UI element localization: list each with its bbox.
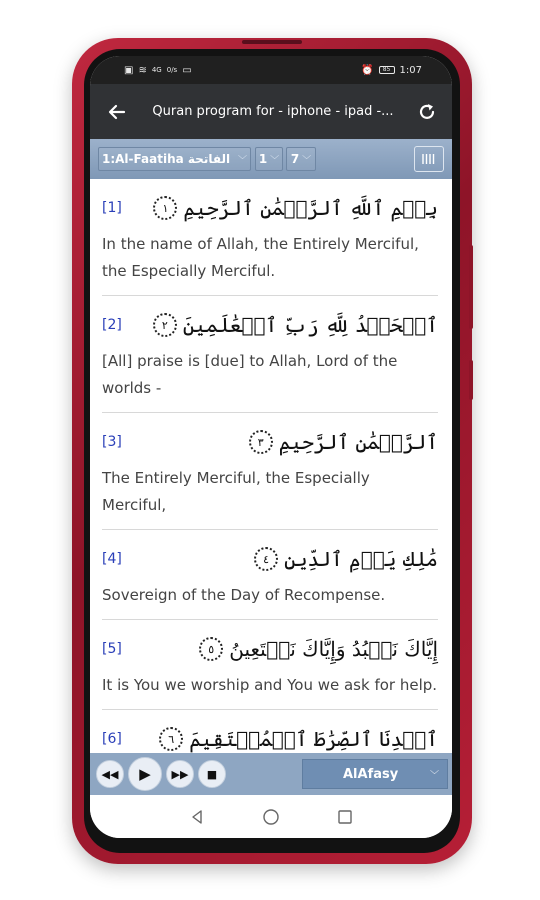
verse-row[interactable] [102,530,438,620]
reciter-select[interactable] [302,759,448,789]
arabic-text [153,313,438,337]
chevron-down-icon: ﹀ [429,770,439,781]
system-nav-bar [90,795,452,838]
chevron-down-icon: ﹀ [237,155,247,166]
verse-number[interactable]: [6] [102,731,122,747]
phone-side-button [469,360,473,400]
chevron-down-icon: ﹀ [302,155,312,166]
verse-row[interactable] [102,179,438,296]
status-left [124,65,192,76]
ayah-end-marker: ١ [153,196,177,220]
play-button[interactable] [128,757,162,791]
nav-recents-button[interactable] [330,802,360,832]
verse-number[interactable]: [5] [102,641,122,657]
refresh-icon [417,102,437,122]
surah-select[interactable] [98,147,251,171]
translation-text: The Entirely Merciful, the Especially Merciful, [102,469,370,514]
chevron-down-icon: ﹀ [270,155,280,166]
circle-home-icon [262,808,280,826]
arabic-verse: مَٰلِكِ يَوۡمِ ٱلدِّينِ [284,547,438,571]
arabic-text [254,547,438,571]
rewind-button[interactable] [96,760,124,788]
nav-back-button[interactable] [182,802,212,832]
rewind-icon: ◀◀ [101,767,119,781]
stop-button[interactable] [198,760,226,788]
alarm-icon: ⏰ [361,64,374,76]
surah-select-value: 1:Al-Faatiha الفاتحة [102,152,231,166]
verse-header [102,628,438,670]
verse-header [102,538,438,580]
arabic-verse: ٱلۡحَمۡدُ لِلَّهِ رَبِّ ٱلۡعَٰلَمِينَ [182,313,438,337]
translation-text: In the name of Allah, the Entirely Merciful, the Especially Merciful. [102,235,419,280]
ayah-end-marker: ٤ [254,547,278,571]
play-icon: ▶ [139,765,151,783]
ayah-end-marker: ٣ [249,430,273,454]
ayah-end-marker: ٢ [153,313,177,337]
verse-number[interactable]: [4] [102,551,122,567]
arabic-text [199,637,438,661]
square-recents-icon [337,809,353,825]
verse-number[interactable]: [1] [102,200,122,216]
status-right [361,65,422,76]
arabic-text [153,196,438,220]
arabic-verse: إِيَّاكَ نَعۡبُدُ وَإِيَّاكَ نَسۡتَعِينُ [229,637,438,661]
phone-screen [90,56,452,838]
battery-icon [379,66,395,74]
verse-header [102,421,438,463]
refresh-button[interactable] [402,84,452,139]
ayah-from-value: 1 [258,152,268,166]
verse-row[interactable] [102,710,438,753]
triangle-back-icon [189,809,205,825]
audio-bar [90,753,452,795]
verse-number[interactable]: [2] [102,317,122,333]
arabic-verse: ٱلرَّحۡمَٰنِ ٱلرَّحِيمِ [278,430,438,454]
ayah-end-marker: ٥ [199,637,223,661]
nav-home-button[interactable] [256,802,286,832]
clock: 1:07 [399,64,422,76]
ayah-to-value: 7 [290,152,300,166]
fast-forward-icon: ▶▶ [171,767,189,781]
arabic-verse: ٱهۡدِنَا ٱلصِّرَٰطَ ٱلۡمُسۡتَقِيمَ [189,727,438,751]
back-button[interactable] [90,84,144,139]
sim-icon: ▣ [124,64,134,76]
ayah-end-marker: ٦ [159,727,183,751]
reciter-value: AlAfasy [343,766,399,782]
phone-side-button [469,245,473,329]
verse-row[interactable] [102,296,438,413]
verse-row[interactable] [102,620,438,710]
page-title: Quran program for - iphone - ipad -... [152,104,394,119]
verse-header [102,718,438,753]
verse-row[interactable] [102,413,438,530]
verses-list [90,179,452,753]
arabic-text [249,430,438,454]
ayah-from-select[interactable] [255,147,283,171]
translation-text: It is You we worship and You we ask for help. [102,676,438,694]
ayah-to-select[interactable] [286,147,316,171]
fast-forward-button[interactable] [166,760,194,788]
columns-button[interactable] [414,146,444,172]
wifi-icon: ≋ [138,64,147,76]
verse-number[interactable]: [3] [102,434,122,450]
status-bar [90,56,452,84]
network-type: 4G [151,66,162,74]
translation-text: [All] praise is [due] to Allah, Lord of the worlds - [102,352,398,397]
translation-text: Sovereign of the Day of Recompense. [102,586,386,604]
columns-icon [421,153,437,165]
arrow-left-icon [107,102,127,122]
verse-header [102,187,438,229]
verse-header [102,304,438,346]
network-speed: 0/s [166,66,178,74]
arabic-text [159,727,438,751]
stop-icon: ■ [206,767,218,781]
selector-toolbar [90,139,452,179]
arabic-verse: بِسۡمِ ٱللَّهِ ٱلرَّحۡمَٰنِ ٱلرَّحِيمِ [183,196,438,220]
cast-icon: ▭ [182,64,192,76]
app-bar [90,84,452,139]
phone-speaker [242,40,302,44]
battery-level: 85 [382,66,391,73]
